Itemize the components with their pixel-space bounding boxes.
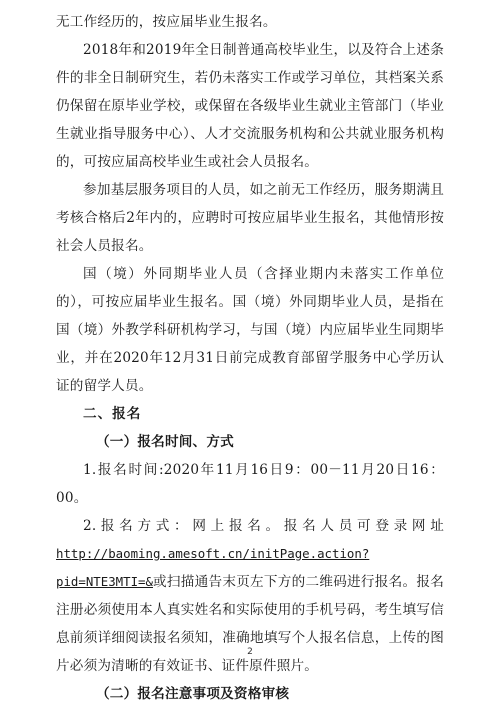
registration-method-details: 或扫描通告末页左下方的二维码进行报名。报名注册必须使用本人真实姓名和实际使用的手机号码，考生填写信息前须详细阅读报名须知，准确地填写个人报名信息，上传的图片必须为清晰的有效证书、证件原件照片。 [56,574,444,674]
page-number: 2 [247,647,253,657]
paragraph-overseas-graduates: 国（境）外同期毕业人员（含择业期内未落实工作单位的），可按应届毕业生报名。国（境）外同期毕业人员，是指在国（境）外教学科研机构学习，与国（境）内应届毕业生同期毕业，并在2020年12月31日前完成教育部留学服务中心学历认证的留学人员。 [56,266,444,394]
subsection-heading-time-method: （一）报名时间、方式 [96,434,234,450]
registration-url-link[interactable]: http://baoming.amesoft.cn/initPage.action?pid=NTE3MTI=& [56,546,370,589]
subsection-heading-notes-review: （二）报名注意事项及资格审核 [96,686,290,702]
paragraph-graduates-2018-2019: 2018年和2019年全日制普通高校毕业生，以及符合上述条件的非全日制研究生，若仍未落实工作或学习单位，其档案关系仍保留在原毕业学校，或保留在各级毕业生就业主管部门（毕业生就业指导服务中心）、人才交流服务机构和公共就业服务机构的，可按应届高校毕业生或社会人员报名。 [56,42,444,170]
document-body [56,8,444,708]
paragraph-continuation: 无工作经历的，按应届毕业生报名。 [56,14,277,30]
registration-method-text: 2.报名方式：网上报名。报名人员可登录网址 [83,518,444,534]
registration-time-item: 1.报名时间:2020年11月16日9：00－11月20日16：00。 [56,462,444,506]
paragraph-grassroots-service: 参加基层服务项目的人员，如之前无工作经历，服务期满且考核合格后2年内的，应聘时可按应届毕业生报名，其他情形按社会人员报名。 [56,182,444,254]
section-heading-registration: 二、报名 [83,406,142,422]
